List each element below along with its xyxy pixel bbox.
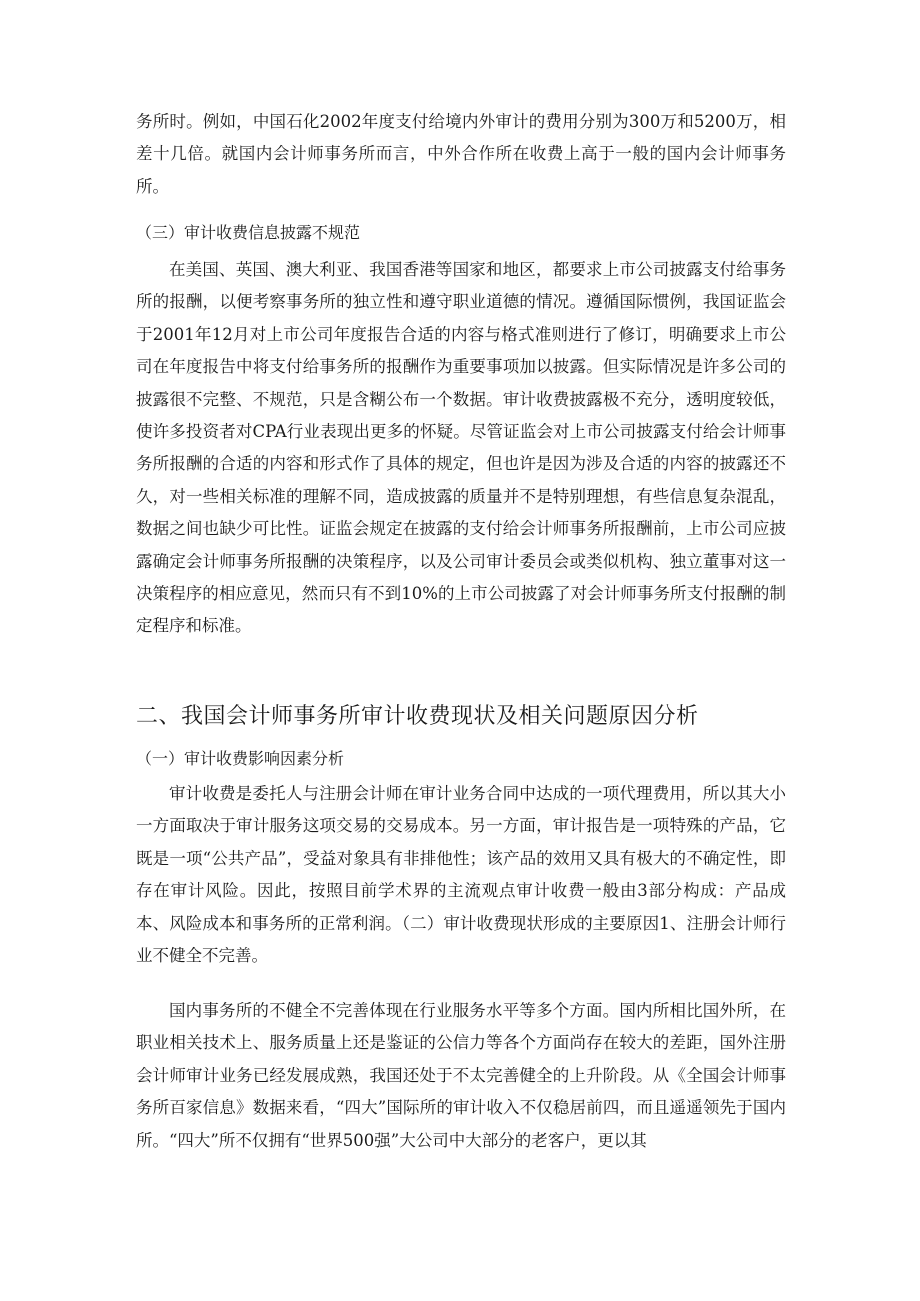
subsection-1-heading — [136, 744, 786, 774]
paragraph-domestic — [136, 995, 786, 1157]
paragraph-continued — [136, 106, 786, 203]
paragraph-disclosure — [136, 254, 786, 643]
paragraph-text: 务所时。例如，中国石化2002年度支付给境内外审计的费用分别为300万和5200万，相差十几倍。就国内会计师事务所而言，中外合作所在收费上高于一般的国内会计师事务所。 — [136, 112, 786, 196]
paragraph-text: 在美国、英国、澳大利亚、我国香港等国家和地区，都要求上市公司披露支付给事务所的报酬，以便考察事务所的独立性和遵守职业道德的情况。遵循国际惯例，我国证监会于2001年12月对上市公司年度报告合适的内容与格式准则进行了修订，明确要求上市公司在年度报告中将支付给事务所的报酬作为重要事项加以披露。但实际情况是许多公司的披露很不完整、不规范，只是含糊公布一个数据。审计收费披露极不充分，透明度较低，使许多投资者对CPA行业表现出更多的怀疑。尽管证监会对上市公司披露支付给会计师事务所报酬的合适的内容和形式作了具体的规定，但也许是因为涉及合适的内容的披露还不久，对一些相关标准的理解不同，造成披露的质量并不是特别理想，有些信息复杂混乱，数据之间也缺少可比性。证监会规定在披露的支付给会计师事务所报酬前，上市公司应披露确定会计师事务所报酬的决策程序，以及公司审计委员会或类似机构、独立董事对这一决策程序的相应意见，然而只有不到10%的上市公司披露了对会计师事务所支付报酬的制定程序和标准。 — [136, 260, 786, 636]
subsection-3-heading — [136, 218, 786, 248]
paragraph-text: 国内事务所的不健全不完善体现在行业服务水平等多个方面。国内所相比国外所，在职业相关技术上、服务质量上还是鉴证的公信力等各个方面尚存在较大的差距，国外注册会计师审计业务已经发展成熟，我国还处于不太完善健全的上升阶段。从《全国会计师事务所百家信息》数据来看，“四大”国际所的审计收入不仅稳居前四，而且遥遥领先于国内所。“四大”所不仅拥有“世界500强”大公司中大部分的老客户，更以其 — [136, 1001, 786, 1150]
paragraph-factors — [136, 778, 786, 972]
paragraph-text: 审计收费是委托人与注册会计师在审计业务合同中达成的一项代理费用，所以其大小一方面取决于审计服务这项交易的交易成本。另一方面，审计报告是一项特殊的产品，它既是一项“公共产品”，受益对象具有非排他性；该产品的效用又具有极大的不确定性，即存在审计风险。因此，按照目前学术界的主流观点审计收费一般由3部分构成：产品成本、风险成本和事务所的正常利润。（二）审计收费现状形成的主要原因1、注册会计师行业不健全不完善。 — [136, 784, 786, 966]
section-title: 二、我国会计师事务所审计收费现状及相关问题原因分析 — [136, 704, 699, 729]
section-2-heading — [136, 700, 786, 734]
subsection-title: （三）审计收费信息披露不规范 — [136, 223, 361, 242]
subsection-title: （一）审计收费影响因素分析 — [136, 749, 345, 768]
